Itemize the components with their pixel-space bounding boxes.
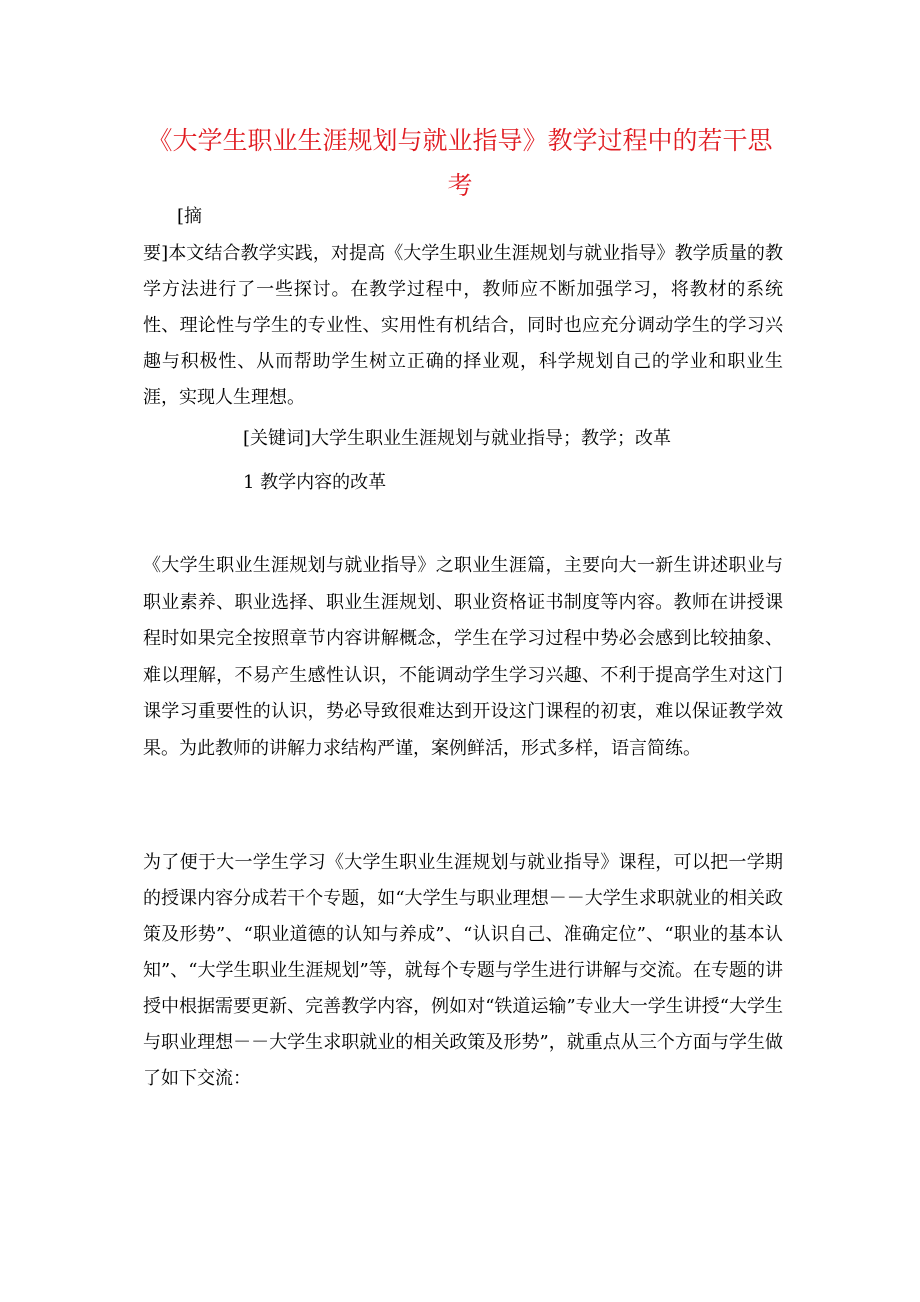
title-line-1: 《大学生职业生涯规划与就业指导》教学过程中的若干思	[147, 126, 773, 155]
section-heading: 1 教学内容的改革	[243, 472, 387, 493]
body-paragraph-2: 为了便于大一学生学习《大学生职业生涯规划与就业指导》课程，可以把一学期的授课内容分成若干个专题，如“大学生与职业理想－－大学生求职就业的相关政策及形势”、“职业道德的认知与养成”、“认识自己、准确定位”、“职业的基本认知”、“大学生职业生涯规划”等，就每个专题与学生进行讲解与交流。在专题的讲授中根据需要更新、完善教学内容，例如对“铁道运输”专业大一学生讲授“大学生与职业理想－－大学生求职就业的相关政策及形势”，就重点从三个方面与学生做了如下交流：	[143, 852, 783, 1089]
body-paragraph-1: 《大学生职业生涯规划与就业指导》之职业生涯篇，主要向大一新生讲述职业与职业素养、职业选择、职业生涯规划、职业资格证书制度等内容。教师在讲授课程时如果完全按照章节内容讲解概念，学生在学习过程中势必会感到比较抽象、难以理解，不易产生感性认识，不能调动学生学习兴趣、不利于提高学生对这门课学习重要性的认识，势必导致很难达到开设这门课程的初衷，难以保证教学效果。为此教师的讲解力求结构严谨，案例鲜活，形式多样，语言简练。	[143, 555, 783, 759]
keywords-line: [关键词]大学生职业生涯规划与就业指导；教学；改革	[243, 428, 672, 449]
title-line-2: 考	[447, 171, 473, 200]
abstract-paragraph: 要]本文结合教学实践，对提高《大学生职业生涯规划与就业指导》教学质量的教学方法进行了一些探讨。在教学过程中，教师应不断加强学习，将教材的系统性、理论性与学生的专业性、实用性有机结合，同时也应充分调动学生的学习兴趣与积极性、从而帮助学生树立正确的择业观，科学规划自己的学业和职业生涯，实现人生理想。	[143, 243, 783, 408]
document-title	[120, 118, 800, 208]
abstract-label: [摘	[177, 206, 203, 227]
